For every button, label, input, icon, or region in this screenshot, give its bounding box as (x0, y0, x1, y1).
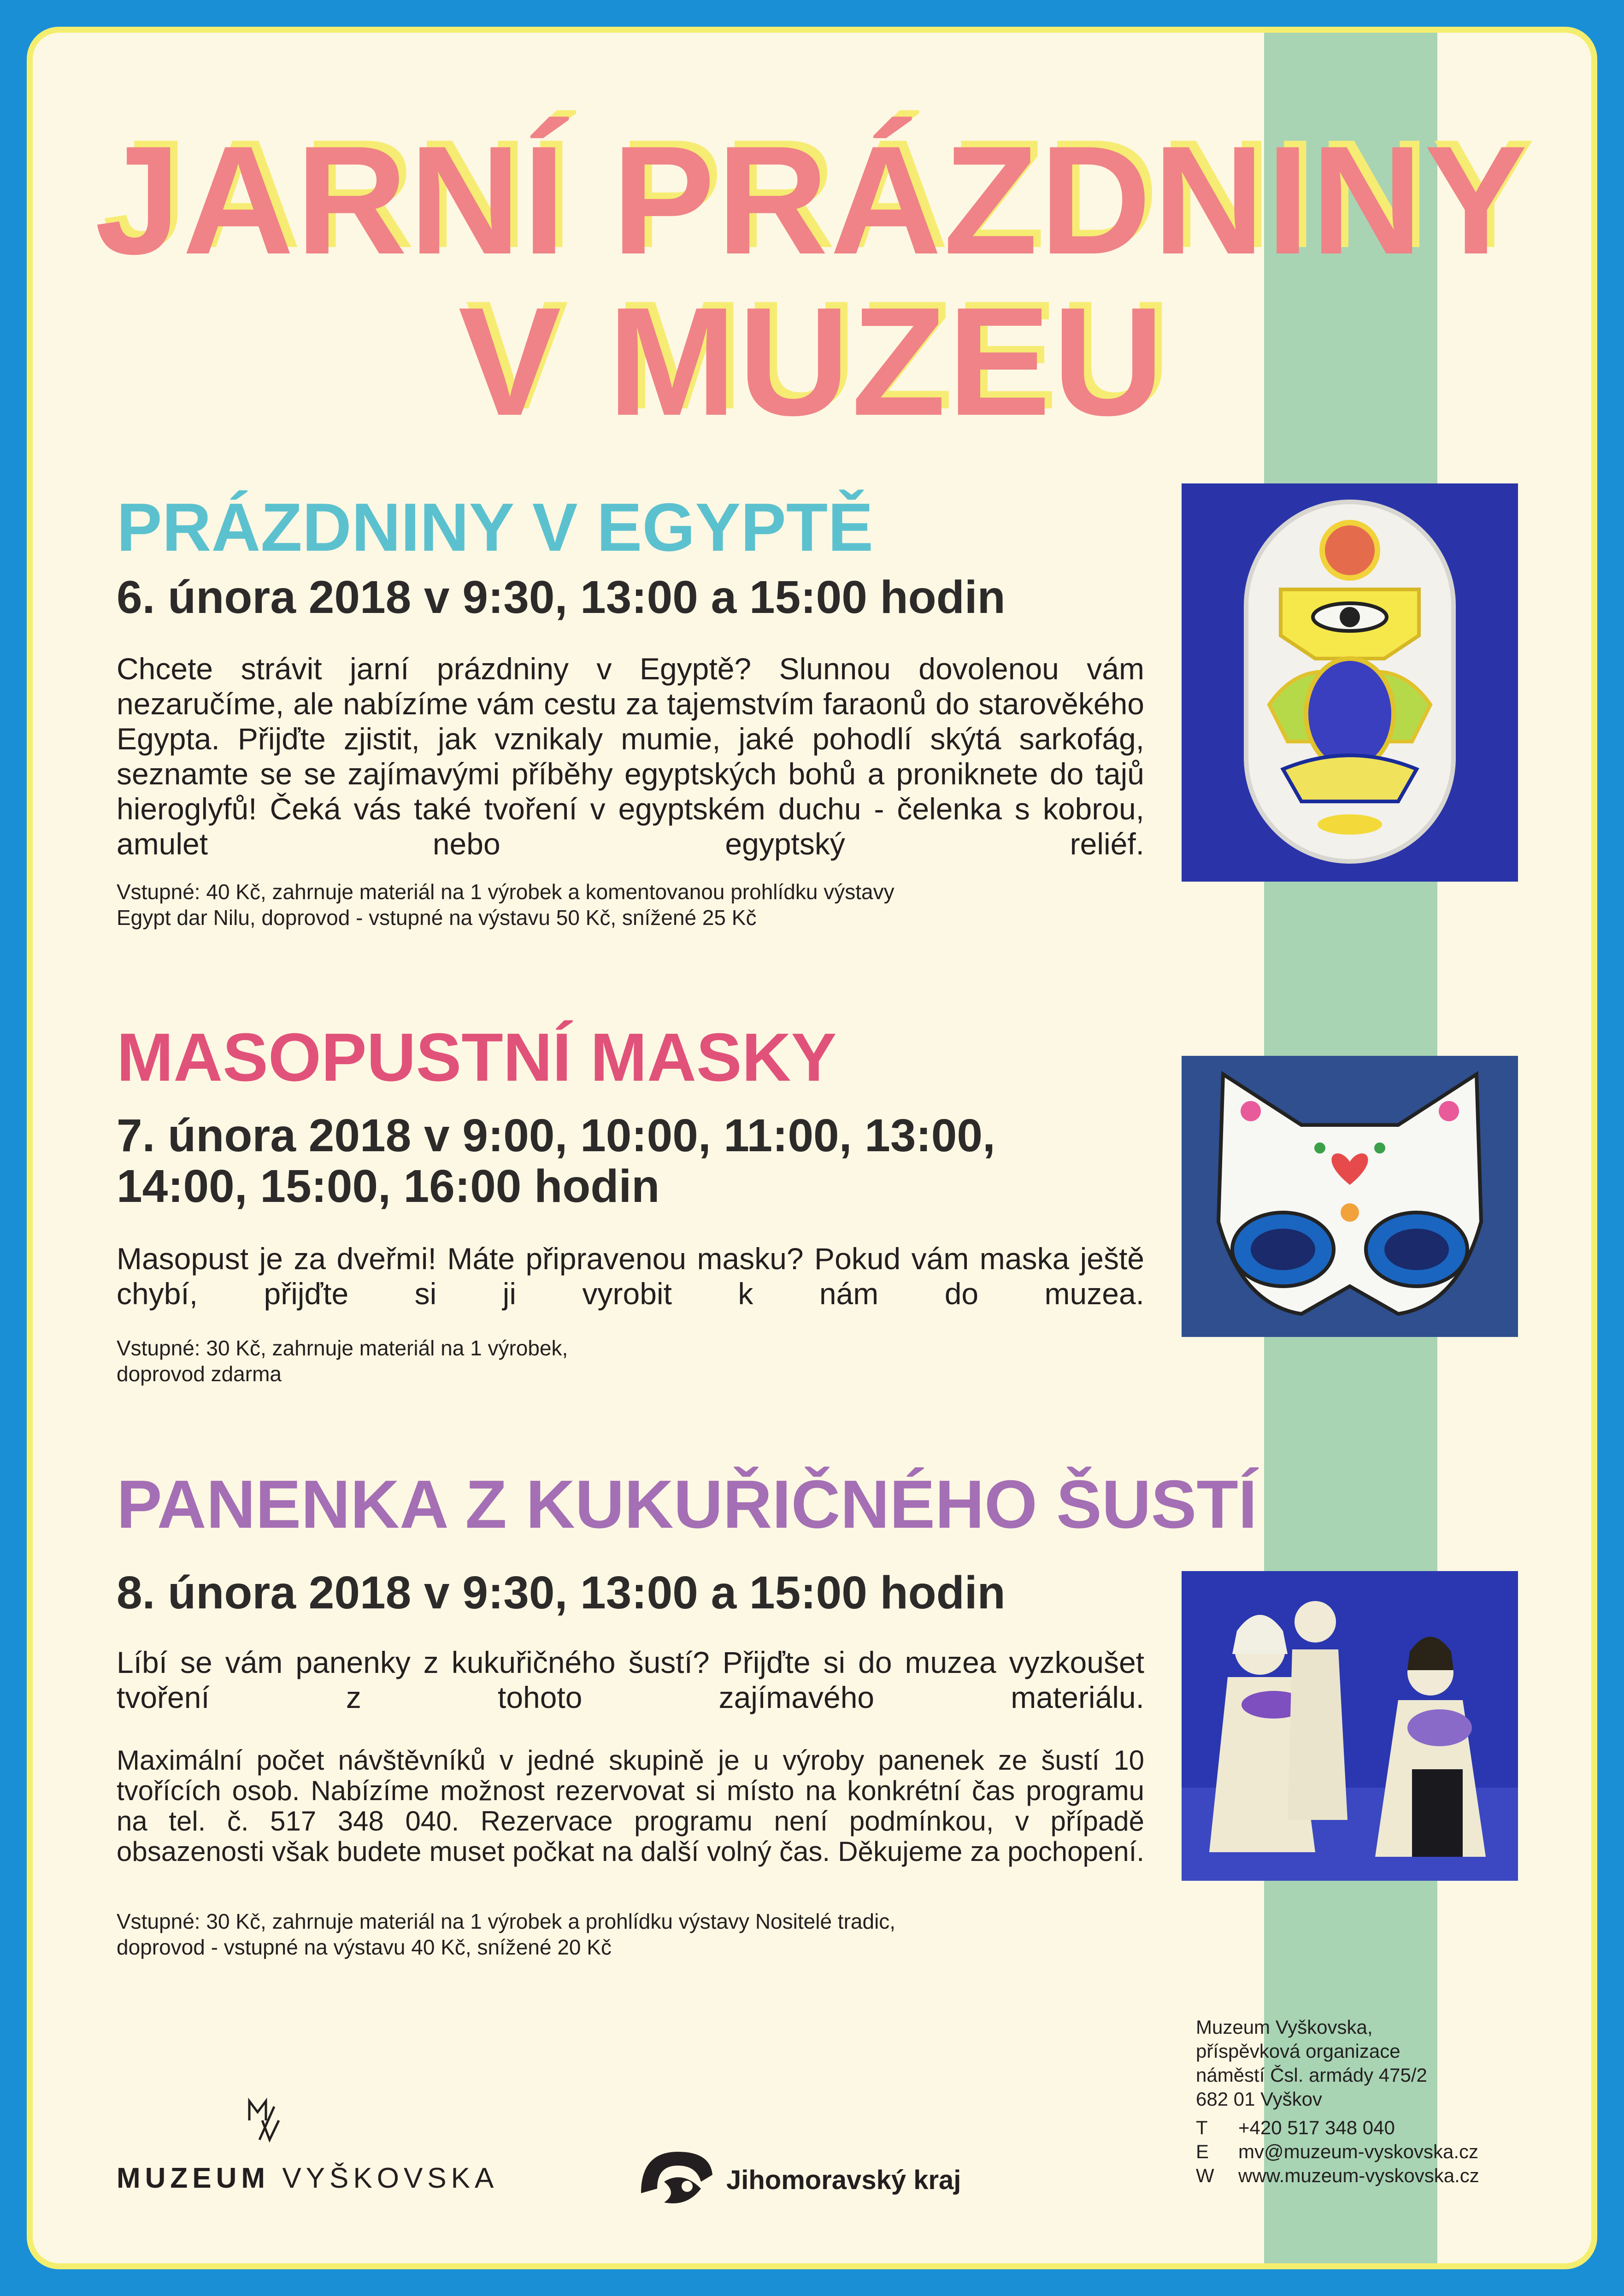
section-note-masks (117, 1335, 1130, 1387)
email-key: E (1196, 2141, 1209, 2162)
section-body-doll: Líbí se vám panenky z kukuřičného šustí? Přijďte si do muzea vyzkoušet tvoření z tohoto zajímavého materiálu. (117, 1645, 1144, 1714)
note-line: Vstupné: 40 Kč, zahrnuje materiál na 1 výrobek a komentovanou prohlídku výstavy (117, 880, 894, 904)
phone-number[interactable]: +420 517 348 040 (1238, 2117, 1395, 2138)
main-title-line1: JARNÍ PRÁZDNINY (94, 114, 1530, 286)
phone-key: T (1196, 2117, 1208, 2138)
section-date-egypt: 6. února 2018 v 9:30, 13:00 a 15:00 hodin (117, 571, 1006, 623)
region-logo (632, 2138, 961, 2212)
web-key: W (1196, 2165, 1214, 2186)
section-note-egypt (117, 879, 1130, 930)
contact-details (1196, 2116, 1479, 2188)
note-line: Vstupné: 30 Kč, zahrnuje materiál na 1 výrobek, (117, 1336, 568, 1360)
section-heading-egypt: PRÁZDNINY V EGYPTĚ (117, 489, 874, 565)
museum-logo-text (117, 2162, 498, 2195)
note-line: Vstupné: 30 Kč, zahrnuje materiál na 1 výrobek a prohlídku výstavy Nositelé tradic, (117, 1909, 896, 1933)
note-line: Egypt dar Nilu, doprovod - vstupné na výstavu 50 Kč, snížené 25 Kč (117, 906, 757, 930)
museum-logo-icon (246, 2097, 282, 2143)
section-body-egypt: Chcete strávit jarní prázdniny v Egyptě? Slunnou dovolenou vám nezaručíme, ale nabízíme vám cestu za tajemstvím faraonů do starověkého Egypta. Přijďte zjistit, jak vznikaly mumie, jaké pohodlí skýtá sarkofág, seznamte se se zajímavými příběhy egyptských bohů a proniknete do tajů hieroglyfů! Čeká vás také tvoření v egyptském duchu - čelenka s kobrou, amulet nebo egyptský reliéf. (117, 652, 1144, 861)
section-heading-doll: PANENKA Z KUKUŘIČNÉHO ŠUSTÍ (117, 1466, 1257, 1542)
section-heading-masks: MASOPUSTNÍ MASKY (117, 1019, 837, 1095)
corn-husk-dolls-image (1182, 1571, 1518, 1881)
museum-logo-word1: MUZEUM (117, 2162, 270, 2194)
date-line: 7. února 2018 v 9:00, 10:00, 11:00, 13:00, (117, 1110, 995, 1161)
email-row (1196, 2140, 1479, 2164)
address-line: příspěvková organizace (1196, 2040, 1400, 2062)
section-date-doll: 8. února 2018 v 9:30, 13:00 a 15:00 hodin (117, 1567, 1006, 1619)
address-line: 682 01 Vyškov (1196, 2088, 1322, 2110)
address-line: náměstí Čsl. armády 475/2 (1196, 2064, 1427, 2086)
email-link[interactable]: mv@muzeum-vyskovska.cz (1238, 2141, 1479, 2162)
egyptian-relief-image (1182, 483, 1518, 882)
section-date-masks (117, 1110, 995, 1212)
region-logo-icon (632, 2138, 719, 2212)
section-body2-doll: Maximální počet návštěvníků v jedné skupině je u výroby panenek ze šustí 10 tvořících osob. Nabízíme možnost rezervovat si místo na konkrétní čas programu na tel. č. 517 348 040. Rezervace programu není podmínkou, v případě obsazenosti však budete muset počkat na další volný čas. Děkujeme za pochopení. (117, 1745, 1144, 1867)
address-line: Muzeum Vyškovska, (1196, 2016, 1373, 2038)
section-body-masks: Masopust je za dveřmi! Máte připravenou masku? Pokud vám maska ještě chybí, přijďte si ji vyrobit k nám do muzea. (117, 1242, 1144, 1311)
main-title-line2: V MUZEU (458, 275, 1166, 447)
website-link[interactable]: www.muzeum-vyskovska.cz (1238, 2165, 1479, 2186)
cat-mask-image (1182, 1056, 1518, 1337)
note-line: doprovod - vstupné na výstavu 40 Kč, snížené 20 Kč (117, 1935, 612, 1959)
web-row (1196, 2164, 1479, 2188)
note-line: doprovod zdarma (117, 1362, 282, 1386)
section-note-doll (117, 1908, 1130, 1960)
date-line: 14:00, 15:00, 16:00 hodin (117, 1160, 660, 1212)
region-logo-text: Jihomoravský kraj (726, 2165, 961, 2195)
poster (27, 27, 1597, 2269)
museum-logo-word2: VYŠKOVSKA (282, 2162, 499, 2194)
phone-row (1196, 2116, 1479, 2140)
contact-address (1196, 2015, 1427, 2111)
